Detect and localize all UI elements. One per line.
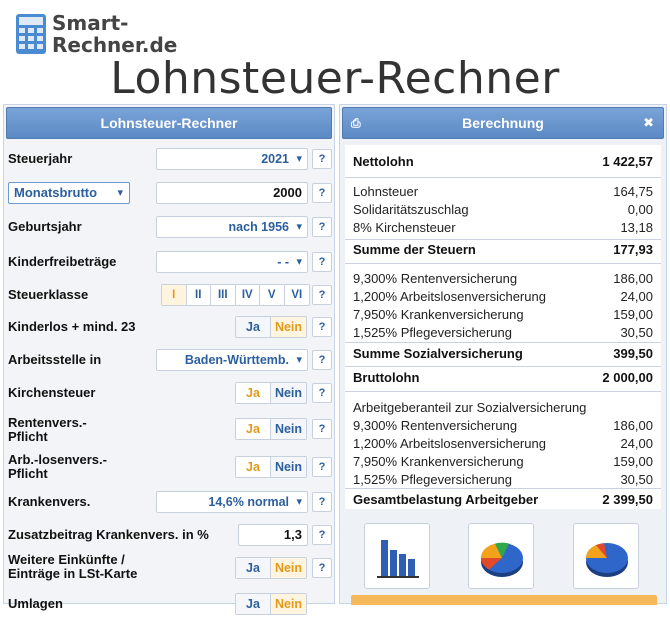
help-button-geburtsjahr[interactable]: ?	[312, 217, 332, 237]
rentenvers-ja-button[interactable]: Ja	[236, 419, 271, 439]
steuerklasse-selector	[161, 284, 310, 306]
results-panel-header	[342, 107, 664, 139]
row-krankenvers	[4, 491, 334, 521]
help-button-arblosenvers[interactable]: ?	[312, 457, 332, 477]
row-arbeitsstelle	[4, 349, 334, 379]
steuerklasse-option-3[interactable]: III	[211, 285, 236, 305]
kinderlos-nein-button[interactable]: Nein	[271, 317, 306, 337]
steuerklasse-option-4[interactable]: IV	[236, 285, 261, 305]
help-button-steuerklasse[interactable]: ?	[312, 285, 332, 305]
printer-icon[interactable]: ⎙	[351, 116, 361, 130]
close-icon[interactable]: ✖	[643, 115, 654, 130]
zusatzbeitrag-input[interactable]: 1,3	[238, 524, 308, 546]
arblosenvers-ja-button[interactable]: Ja	[236, 457, 271, 477]
kirchensteuer-row: 8% Kirchensteuer 13,18	[353, 220, 653, 235]
umlagen-nein-button[interactable]: Nein	[271, 594, 306, 614]
row-weitere	[4, 553, 334, 589]
krankenvers-label: Krankenvers.	[8, 494, 91, 509]
bruttolohn-row: Bruttolohn 2 000,00	[353, 370, 653, 385]
sozial-row-3: 7,950% Krankenversicherung 159,00	[353, 307, 653, 322]
pie-chart-alt-icon	[582, 532, 632, 582]
logo-text: Smart- Rechner.de	[52, 11, 178, 57]
submit-bar[interactable]	[351, 595, 657, 605]
row-kirchensteuer	[4, 382, 334, 412]
calculator-logo-icon	[16, 14, 46, 54]
rentenvers-toggle	[235, 418, 307, 440]
arblosenvers-label: Arb.-losenvers.- Pflicht	[8, 452, 107, 481]
help-button-krankenvers[interactable]: ?	[312, 492, 332, 512]
help-button-kinderlos[interactable]: ?	[312, 317, 332, 337]
form-panel-header: Lohnsteuer-Rechner	[6, 107, 332, 139]
help-button-kirchensteuer[interactable]: ?	[312, 383, 332, 403]
ag-row-1: 9,300% Rentenversicherung 186,00	[353, 418, 653, 433]
ag-row-2: 1,200% Arbeitslosenversicherung 24,00	[353, 436, 653, 451]
umlagen-toggle	[235, 593, 307, 615]
steuerklasse-option-2[interactable]: II	[187, 285, 212, 305]
help-button-kinderfreibetraege[interactable]: ?	[312, 252, 332, 272]
results-table	[345, 145, 661, 509]
weitere-toggle	[235, 557, 307, 579]
sozial-row-4: 1,525% Pflegeversicherung 30,50	[353, 325, 653, 340]
nettolohn-row: Nettolohn 1 422,57	[353, 154, 653, 169]
ag-row-4: 1,525% Pflegeversicherung 30,50	[353, 472, 653, 487]
steuerjahr-label: Steuerjahr	[8, 151, 73, 166]
help-button-weitere[interactable]: ?	[312, 558, 332, 578]
bar-chart-icon	[373, 532, 423, 582]
pie-chart-icon	[477, 532, 527, 582]
row-umlagen	[4, 593, 334, 623]
arbeitsstelle-select[interactable]: Baden-Württemb. ▾	[156, 349, 308, 371]
kirchensteuer-label: Kirchensteuer	[8, 385, 96, 400]
kinderlos-ja-button[interactable]: Ja	[236, 317, 271, 337]
kinderlos-label: Kinderlos + mind. 23	[8, 319, 136, 334]
results-title: Berechnung	[462, 115, 544, 131]
weitere-label: Weitere Einkünfte / Einträge in LSt-Karte	[8, 552, 138, 581]
zusatzbeitrag-label: Zusatzbeitrag Krankenvers. in %	[8, 527, 209, 542]
arblosenvers-nein-button[interactable]: Nein	[271, 457, 306, 477]
geburtsjahr-select[interactable]: nach 1956 ▾	[156, 216, 308, 238]
row-kinderfreibetraege	[4, 251, 334, 281]
gesamt-row: Gesamtbelastung Arbeitgeber 2 399,50	[353, 492, 653, 507]
row-kinderlos	[4, 316, 334, 346]
help-button-zusatzbeitrag[interactable]: ?	[312, 525, 332, 545]
row-geburtsjahr	[4, 216, 334, 246]
ag-title: Arbeitgeberanteil zur Sozialversicherung	[353, 400, 587, 415]
row-steuerjahr	[4, 148, 334, 178]
summe-sozial-row: Summe Sozialversicherung 399,50	[353, 346, 653, 361]
help-button-brutto[interactable]: ?	[312, 183, 332, 203]
kinderfreibetraege-label: Kinderfreibeträge	[8, 254, 117, 269]
steuerjahr-select[interactable]: 2021 ▾	[156, 148, 308, 170]
page-title: Lohnsteuer-Rechner	[110, 53, 560, 104]
umlagen-label: Umlagen	[8, 596, 63, 611]
rentenvers-nein-button[interactable]: Nein	[271, 419, 306, 439]
bar-chart-button[interactable]	[364, 523, 430, 589]
sozial-row-2: 1,200% Arbeitslosenversicherung 24,00	[353, 289, 653, 304]
weitere-ja-button[interactable]: Ja	[236, 558, 271, 578]
sozial-row-1: 9,300% Rentenversicherung 186,00	[353, 271, 653, 286]
arblosenvers-toggle	[235, 456, 307, 478]
soli-row: Solidaritätszuschlag 0,00	[353, 202, 653, 217]
pie-chart-button[interactable]	[468, 523, 534, 589]
weitere-nein-button[interactable]: Nein	[271, 558, 306, 578]
results-panel	[339, 104, 667, 604]
row-zusatzbeitrag	[4, 524, 334, 554]
kirchensteuer-nein-button[interactable]: Nein	[271, 383, 306, 403]
kinderfreibetraege-select[interactable]: - - ▾	[156, 251, 308, 273]
help-button-rentenvers[interactable]: ?	[312, 419, 332, 439]
brutto-type-select[interactable]: Monatsbrutto ▾	[8, 182, 130, 204]
geburtsjahr-label: Geburtsjahr	[8, 219, 82, 234]
calculator-form-panel	[3, 104, 335, 611]
row-steuerklasse	[4, 284, 334, 314]
krankenvers-select[interactable]: 14,6% normal ▾	[156, 491, 308, 513]
steuerklasse-option-6[interactable]: VI	[291, 289, 303, 301]
site-logo[interactable]	[16, 12, 177, 56]
kinderlos-toggle	[235, 316, 307, 338]
chart-buttons	[340, 515, 666, 605]
kirchensteuer-ja-button[interactable]: Ja	[236, 383, 271, 403]
row-arblosenvers	[4, 453, 334, 489]
help-button-arbeitsstelle[interactable]: ?	[312, 350, 332, 370]
lohnsteuer-row: Lohnsteuer 164,75	[353, 184, 653, 199]
umlagen-ja-button[interactable]: Ja	[236, 594, 271, 614]
help-button-steuerjahr[interactable]: ?	[312, 149, 332, 169]
row-brutto	[4, 182, 334, 212]
rentenvers-label: Rentenvers.- Pflicht	[8, 415, 87, 444]
steuerklasse-option-5[interactable]: V	[260, 285, 285, 305]
arbeitsstelle-label: Arbeitsstelle in	[8, 352, 102, 367]
ag-row-3: 7,950% Krankenversicherung 159,00	[353, 454, 653, 469]
row-rentenvers	[4, 416, 334, 452]
pie-chart-alt-button[interactable]	[573, 523, 639, 589]
steuerklasse-label: Steuerklasse	[8, 287, 89, 302]
kirchensteuer-toggle	[235, 382, 307, 404]
summe-steuern-row: Summe der Steuern 177,93	[353, 242, 653, 257]
brutto-input[interactable]: 2000	[156, 182, 308, 204]
steuerklasse-option-1[interactable]: I	[162, 285, 187, 305]
